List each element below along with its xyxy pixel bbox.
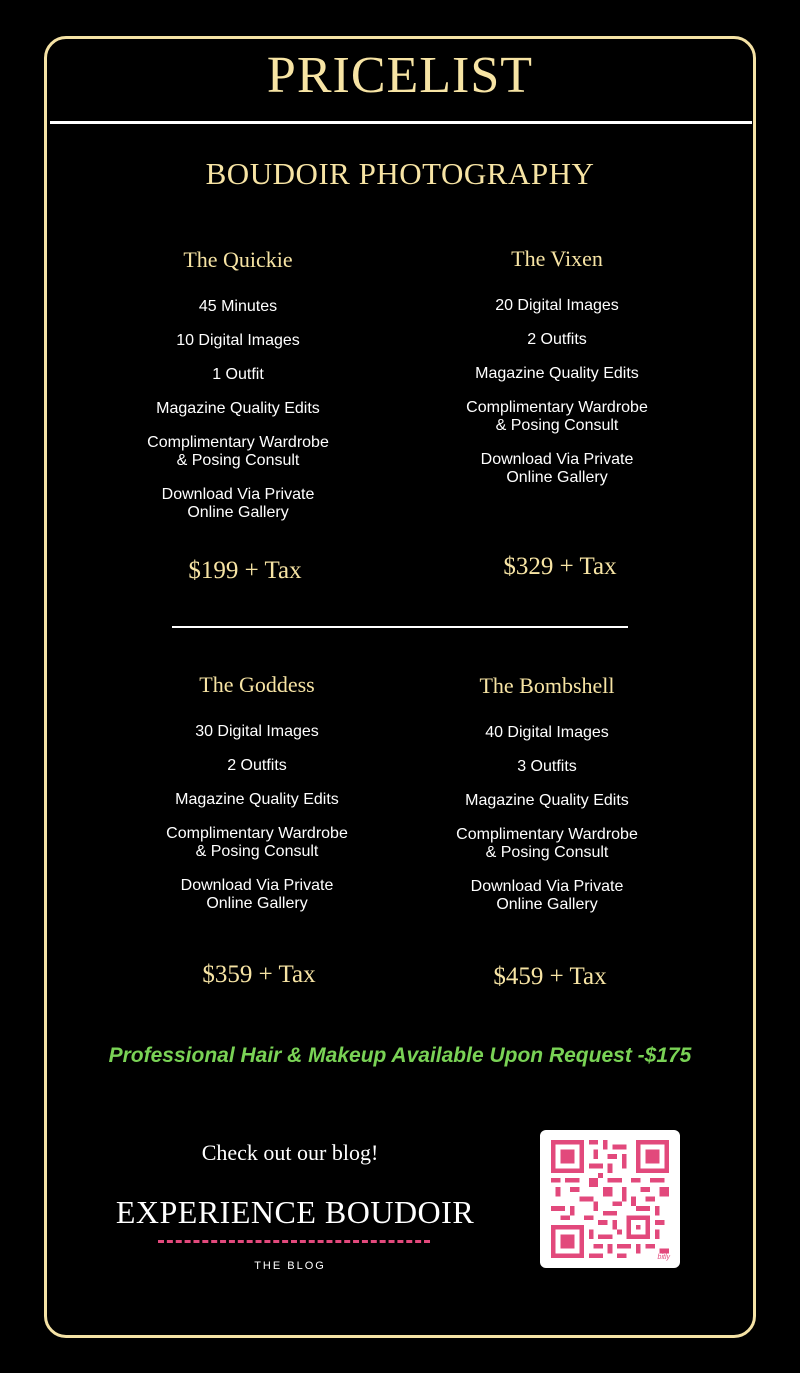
blog-cta-link[interactable]: Check out our blog!: [201, 1140, 379, 1165]
package-name: The Quickie: [183, 247, 293, 272]
feature-item: Download Via Private Online Gallery: [480, 451, 634, 486]
qr-code[interactable]: [540, 1130, 680, 1268]
package-features: [407, 297, 707, 487]
addon-note: Professional Hair & Makeup Available Upon Request -$175: [108, 1044, 692, 1067]
feature-item: Complimentary Wardrobe & Posing Consult: [147, 434, 329, 469]
feature-item: 10 Digital Images: [176, 332, 300, 349]
qr-tag: bitly: [657, 1254, 670, 1261]
package-quickie: [88, 246, 388, 538]
package-name: The Goddess: [199, 672, 315, 697]
package-features: [107, 723, 407, 913]
package-name: The Bombshell: [479, 673, 615, 698]
package-bombshell: [397, 672, 697, 930]
feature-item: 45 Minutes: [198, 298, 278, 315]
feature-item: Complimentary Wardrobe & Posing Consult: [456, 826, 638, 861]
feature-item: Complimentary Wardrobe & Posing Consult: [466, 399, 648, 434]
package-price: $359 + Tax: [202, 961, 316, 988]
package-price: $459 + Tax: [493, 963, 607, 990]
feature-item: 3 Outfits: [517, 758, 577, 775]
section-title: BOUDOIR PHOTOGRAPHY: [205, 156, 595, 191]
feature-item: 30 Digital Images: [195, 723, 319, 740]
blog-logo-subtitle: THE BLOG: [254, 1260, 326, 1272]
feature-item: 40 Digital Images: [485, 724, 609, 741]
package-price: $329 + Tax: [503, 553, 617, 580]
feature-item: Complimentary Wardrobe & Posing Consult: [166, 825, 348, 860]
feature-item: 1 Outfit: [212, 366, 264, 383]
feature-item: Magazine Quality Edits: [175, 791, 339, 808]
package-features: [397, 724, 697, 914]
qr-code-icon: [551, 1140, 669, 1258]
feature-item: 2 Outfits: [227, 757, 287, 774]
package-vixen: [407, 245, 707, 503]
feature-item: Download Via Private Online Gallery: [161, 486, 315, 521]
package-goddess: [107, 671, 407, 929]
feature-item: Download Via Private Online Gallery: [470, 878, 624, 913]
package-name: The Vixen: [511, 246, 603, 271]
feature-item: 2 Outfits: [527, 331, 587, 348]
packages-divider: [172, 626, 628, 628]
package-features: [88, 298, 388, 522]
package-price: $199 + Tax: [188, 557, 302, 584]
feature-item: 20 Digital Images: [495, 297, 619, 314]
blog-logo[interactable]: EXPERIENCE BOUDOIR: [115, 1194, 475, 1230]
feature-item: Magazine Quality Edits: [475, 365, 639, 382]
title-divider: [50, 121, 752, 124]
logo-dashes: [158, 1240, 430, 1243]
feature-item: Magazine Quality Edits: [465, 792, 629, 809]
feature-item: Download Via Private Online Gallery: [180, 877, 334, 912]
page-title: PRICELIST: [266, 47, 534, 104]
feature-item: Magazine Quality Edits: [156, 400, 320, 417]
